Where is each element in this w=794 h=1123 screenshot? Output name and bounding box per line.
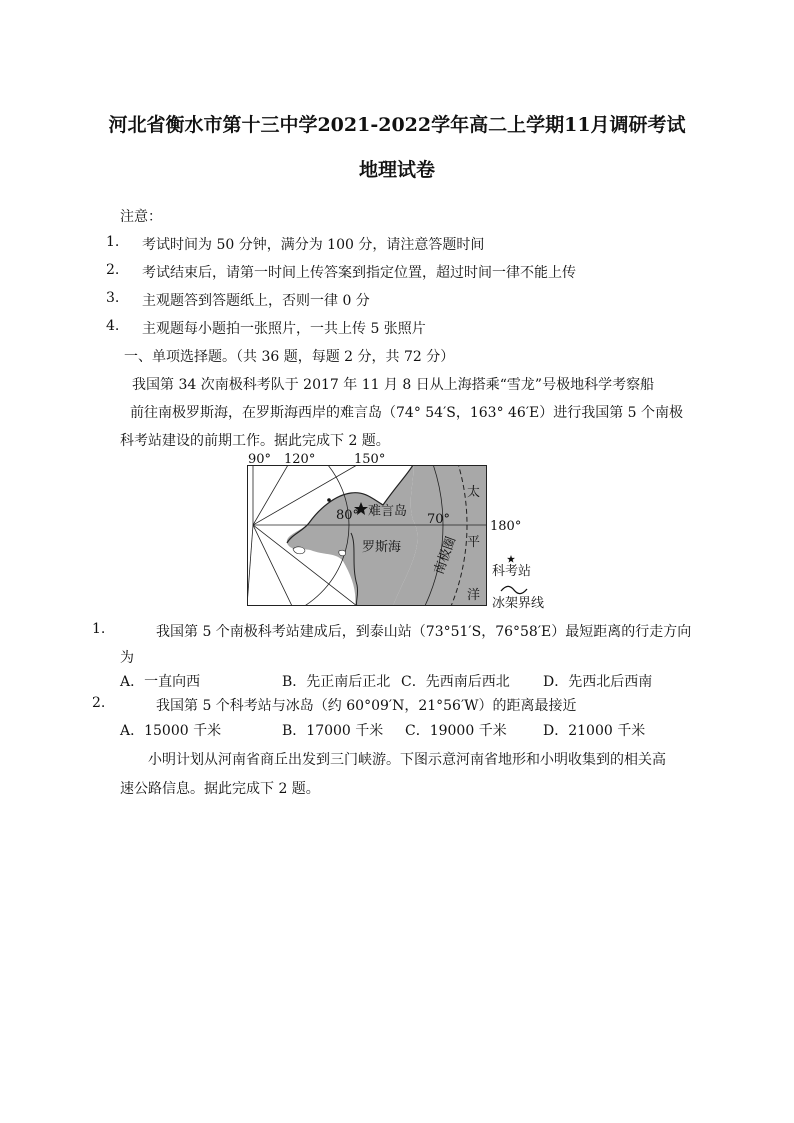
map-label-antarctic-circle: 南极圈 (431, 534, 460, 577)
section-heading: 一、单项选择题。（共 36 题，每题 2 分，共 72 分） (124, 349, 455, 365)
map-label-lat70: 70° (427, 512, 451, 527)
option-c: C．19000 千米 (405, 723, 507, 739)
question-text: 为 (120, 650, 134, 666)
question-number: 1. (92, 621, 106, 637)
passage-line: 前往南极罗斯海，在罗斯海西岸的难言岛（74° 54′S，163° 46′E）进行我国第 5 个南极 (130, 405, 684, 421)
map-label-island: 难言岛 (368, 504, 408, 519)
note-text: 考试时间为 50 分钟，满分为 100 分，请注意答题时间 (142, 237, 485, 253)
note-text: 考试结束后，请第一时间上传答案到指定位置，超过时间一律不能上传 (142, 265, 576, 281)
note-number: 1. (106, 234, 120, 250)
option-b: B．先正南后正北 (282, 674, 391, 690)
note-number: 3. (106, 290, 120, 306)
passage-line: 我国第 34 次南极科考队于 2017 年 11 月 8 日从上海搭乘“雪龙”号极地科学考察船 (132, 377, 655, 393)
note-text: 主观题每小题拍一张照片，一共上传 5 张照片 (142, 321, 426, 337)
map-label-lon90: 90° (248, 452, 272, 467)
page-title: 河北省衡水市第十三中学2021-2022学年高二上学期11月调研考试 (108, 114, 686, 136)
map-label-lon180: 180° (490, 519, 522, 534)
legend-station-label: 科考站 (492, 564, 532, 579)
passage-line: 科考站建设的前期工作。据此完成下 2 题。 (120, 433, 390, 449)
passage-line: 速公路信息。据此完成下 2 题。 (120, 781, 320, 797)
map-label-lon120: 120° (284, 452, 316, 467)
question-text: 我国第 5 个南极科考站建成后，到泰山站（73°51′S，76°58′E）最短距离的行走方向 (156, 624, 692, 640)
option-d: D．21000 千米 (543, 723, 646, 739)
question-text: 我国第 5 个科考站与冰岛（约 60°09′N，21°56′W）的距离最接近 (156, 698, 577, 714)
legend-star-icon (507, 548, 515, 556)
note-number: 4. (106, 318, 120, 334)
note-number: 2. (106, 262, 120, 278)
option-d: D．先西北后西南 (543, 674, 653, 690)
option-a: A．15000 千米 (120, 723, 222, 739)
notes-heading: 注意： (120, 209, 162, 225)
legend-ice-label: 冰架界线 (492, 596, 545, 611)
option-a: A．一直向西 (120, 674, 201, 690)
map-label-lon150: 150° (354, 452, 386, 467)
map-label-sea: 罗斯海 (362, 540, 402, 555)
map-label-ocean: 洋 (467, 588, 481, 603)
map-label-ocean: 太 (467, 485, 481, 500)
question-number: 2. (92, 695, 106, 711)
option-b: B．17000 千米 (282, 723, 384, 739)
passage-line: 小明计划从河南省商丘出发到三门峡游。下图示意河南省地形和小明收集到的相关高 (148, 752, 666, 768)
option-c: C．先西南后西北 (401, 674, 510, 690)
legend-wave-icon (500, 580, 528, 590)
map-label-ocean: 平 (467, 535, 481, 550)
map-label-lat80: 80° (336, 508, 360, 523)
note-text: 主观题答到答题纸上，否则一律 0 分 (142, 293, 370, 309)
page-subtitle: 地理试卷 (358, 159, 435, 181)
